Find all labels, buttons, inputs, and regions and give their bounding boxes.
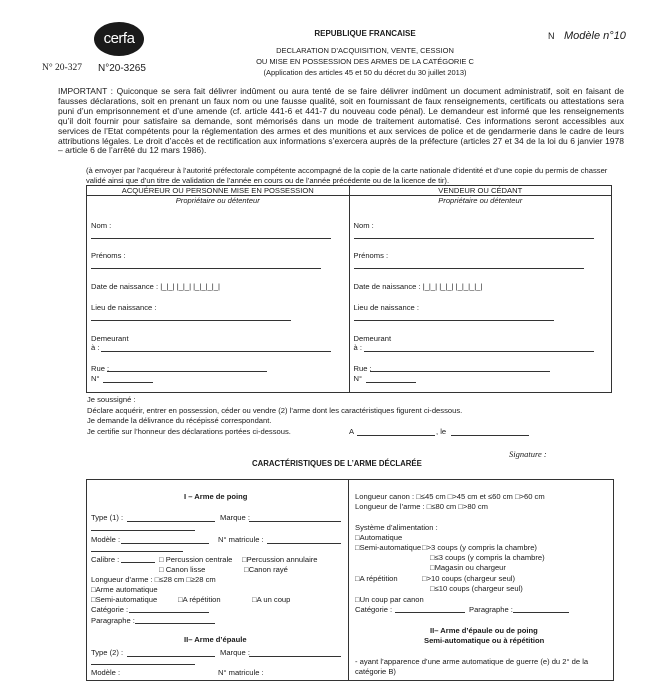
seller-city-field[interactable] — [364, 351, 594, 352]
calibre-label: Calibre : — [91, 555, 120, 564]
model-ref: N — [548, 31, 555, 41]
seller-number-field[interactable] — [366, 382, 416, 383]
characteristics-box — [86, 479, 614, 681]
seller-nom-field[interactable] — [354, 238, 594, 239]
marque2-field[interactable] — [249, 656, 341, 657]
seller-cell — [349, 196, 612, 393]
buyer-prenoms-field[interactable] — [91, 268, 321, 269]
seller-city-label: à : — [353, 343, 362, 352]
buyer-subheader: Propriétaire ou détenteur — [175, 196, 260, 205]
semi-auto-checkbox[interactable]: □Semi-automatique — [91, 595, 158, 604]
buyer-header: ACQUÉREUR OU PERSONNE MISE EN POSSESSION — [87, 186, 350, 196]
seller-prenoms-field[interactable] — [354, 268, 584, 269]
declaration-place-field[interactable] — [357, 435, 435, 436]
section-semiauto-subtitle: Semi-automatique ou à répétition — [424, 636, 545, 645]
type-field[interactable] — [127, 521, 215, 522]
calibre-field[interactable] — [121, 562, 155, 563]
seller-subheader: Propriétaire ou détenteur — [438, 196, 523, 205]
buyer-number-field[interactable] — [103, 382, 153, 383]
repetition-right-checkbox[interactable]: □A répétition — [355, 574, 398, 583]
column-divider — [348, 480, 349, 680]
declaration-date-field[interactable] — [451, 435, 529, 436]
matricule-field[interactable] — [267, 543, 341, 544]
title-line-2: OU MISE EN POSSESSION DES ARMES DE LA CATÉGORIE C — [256, 57, 474, 66]
dix-coups-checkbox[interactable]: □>10 coups (chargeur seul) — [422, 574, 516, 583]
marque2-label: Marque : — [220, 648, 250, 657]
buyer-cell — [87, 196, 350, 393]
declaration-line-4: Je certifie sur l’honneur des déclarations portées ci-dessous. — [87, 426, 291, 436]
buyer-prenoms-label: Prénoms : — [91, 251, 126, 260]
repetition-checkbox[interactable]: □A répétition — [178, 595, 221, 604]
type2-field-extra[interactable] — [91, 664, 195, 665]
canon-lisse-checkbox[interactable]: □ Canon lisse — [159, 565, 206, 574]
apparence-line-2: catégorie B) — [355, 667, 396, 676]
seller-street-field[interactable] — [370, 371, 550, 372]
type-label: Type (1) : — [91, 513, 124, 522]
apparence-line-1: - ayant l’apparence d’une arme automatique de guerre (e) du 2° de la — [355, 657, 589, 666]
section-semiauto-title: II– Arme d’épaule ou de poing — [430, 626, 538, 635]
magasin-checkbox[interactable]: □Magasin ou chargeur — [430, 563, 506, 572]
seller-dob-field[interactable]: Date de naissance : |_|_| |_|_| |_|_|_|_| — [353, 282, 483, 291]
matricule2-label: N° matricule : — [218, 668, 264, 677]
percussion-annulaire-checkbox[interactable]: □Percussion annulaire — [242, 555, 318, 564]
matricule-label: N° matricule : — [218, 535, 264, 544]
declaration-block — [87, 395, 462, 437]
title-line-1: DECLARATION D’ACQUISITION, VENTE, CESSION — [276, 46, 454, 55]
longueur-arme-right-checkboxes[interactable]: Longueur de l’arme : □≤80 cm □>80 cm — [355, 502, 489, 511]
un-coup-canon-checkbox[interactable]: □Un coup par canon — [355, 595, 424, 604]
buyer-demeurant-label: Demeurant — [91, 334, 129, 343]
declaration-line-2: Déclare acquérir, entrer en possession, céder ou vendre (2) l’arme dont les caractéristiques figurent ci-dessous. — [87, 405, 463, 415]
buyer-birthplace-label: Lieu de naissance : — [91, 303, 157, 312]
moins-dix-coups-checkbox[interactable]: □≤10 coups (chargeur seul) — [430, 584, 523, 593]
moins-trois-coups-checkbox[interactable]: □≤3 coups (y compris la chambre) — [430, 553, 545, 562]
modele2-label: Modèle : — [91, 668, 121, 677]
categorie-label: Catégorie : — [91, 605, 129, 614]
cerfa-logo: cerfa — [94, 22, 144, 56]
seller-birthplace-field[interactable] — [354, 320, 554, 321]
section-longgun-title: II– Arme d’épaule — [184, 635, 247, 644]
declaration-line-3: Je demande la délivrance du récépissé correspondant. — [87, 416, 272, 425]
buyer-dob-field[interactable]: Date de naissance : |_|_| |_|_| |_|_|_|_| — [91, 282, 220, 291]
type2-label: Type (2) : — [91, 648, 124, 657]
buyer-city-label: à : — [91, 343, 100, 352]
automatique-checkbox[interactable]: □Automatique — [355, 533, 403, 542]
categorie-right-field[interactable] — [395, 612, 465, 613]
buyer-city-field[interactable] — [101, 351, 331, 352]
seller-header: VENDEUR OU CÉDANT — [349, 186, 612, 196]
cerfa-number: N°20-3265 — [98, 63, 146, 74]
percussion-centrale-checkbox[interactable]: □ Percussion centrale — [159, 555, 233, 564]
sending-note: (à envoyer par l’acquéreur à l’autorité préfectorale compétente accompagné de la copie de la carte nationale d’identité et d’une copie du permis de chasser validé ainsi que d’un titre de validation de l’année en cours ou de l’année précédente ou de la licence de tir). — [86, 166, 608, 185]
buyer-street-label: Rue : — [91, 364, 110, 373]
modele-field[interactable] — [121, 543, 209, 544]
semi-auto-right-checkbox[interactable]: □Semi-automatique — [355, 543, 422, 552]
characteristics-title: CARACTÉRISTIQUES DE L’ARME DÉCLARÉE — [252, 459, 422, 468]
declaration-line-1: Je soussigné : — [87, 395, 136, 404]
buyer-nom-field[interactable] — [91, 238, 331, 239]
seller-street-label: Rue : — [353, 364, 372, 373]
seller-birthplace-label: Lieu de naissance : — [353, 303, 419, 312]
stamp-number: N° 20-327 — [42, 63, 82, 73]
important-notice: IMPORTANT : Quiconque se sera fait délivrer indûment ou aura tenté de se faire délivrer indûment un document administratif, soit en faisant de fausses déclarations, soit en prenant un faux nom ou une fausse qualité, soit en fournissant de faux renseignements, certificats ou attestations sera puni d’un emprisonnement et d’une amende (cf. article 441-6 et 441-7 du nouveau code pénal). Le demandeur est informé que les renseignements qu’il doit fournir pour satisfaire sa demande, sont mémorisés dans un mode de traitement automatisé. Ces informations seront accessibles aux services de l’Etat compétents pour la réglementation des armes et des munitions et aux services de police et de gendarmerie dans le cadre de leurs attributions légales. Le droit d’accès et de rectification aux informations s’exercera auprès de la préfecture (articles 27 et 34 de la loi du 6 janvier 1978 – article 6 de l’arrêté du 12 mars 1986). — [58, 86, 624, 156]
type-field-extra[interactable] — [91, 530, 195, 531]
model-number: Modèle n°10 — [564, 30, 626, 42]
paragraphe-field[interactable] — [135, 623, 215, 624]
paragraphe-right-label: Paragraphe : — [469, 605, 513, 614]
seller-nom-label: Nom : — [353, 221, 374, 230]
republic-label: REPUBLIQUE FRANCAISE — [314, 29, 416, 38]
modele-label: Modèle : — [91, 535, 121, 544]
canon-raye-checkbox[interactable]: □Canon rayé — [244, 565, 288, 574]
un-coup-checkbox[interactable]: □A un coup — [252, 595, 291, 604]
trois-coups-checkbox[interactable]: □>3 coups (y compris la chambre) — [422, 543, 537, 552]
categorie-field[interactable] — [129, 612, 209, 613]
modele-field-extra[interactable] — [91, 551, 183, 552]
declaration-place-label: A — [349, 427, 355, 436]
paragraphe-label: Paragraphe : — [91, 616, 135, 625]
marque-label: Marque : — [220, 513, 250, 522]
signature-label: Signature : — [509, 449, 547, 459]
longueur-arme-checkboxes[interactable]: Longueur d’arme : □≤28 cm □≥28 cm — [91, 575, 216, 584]
paragraphe-right-field[interactable] — [513, 612, 569, 613]
buyer-nom-label: Nom : — [91, 221, 112, 230]
section-handgun-title: I – Arme de poing — [184, 492, 248, 501]
type2-field[interactable] — [127, 656, 215, 657]
parties-table — [86, 185, 612, 393]
seller-prenoms-label: Prénoms : — [353, 251, 389, 260]
seller-demeurant-label: Demeurant — [353, 334, 392, 343]
longueur-canon-checkboxes[interactable]: Longueur canon : □≤45 cm □>45 cm et ≤60 cm □>60 cm — [355, 492, 545, 501]
buyer-street-field[interactable] — [107, 371, 267, 372]
seller-number-label: N° — [353, 374, 363, 383]
declaration-date-label: , le — [436, 427, 447, 436]
buyer-birthplace-field[interactable] — [91, 320, 291, 321]
categorie-right-label: Catégorie : — [355, 605, 393, 614]
form-title-block — [240, 28, 490, 78]
alimentation-label: Système d’alimentation : — [355, 523, 438, 532]
arme-auto-checkbox[interactable]: □Arme automatique — [91, 585, 158, 594]
marque-field[interactable] — [249, 521, 341, 522]
buyer-number-label: N° — [91, 374, 100, 383]
title-line-3: (Application des articles 45 et 50 du décret du 30 juillet 2013) — [263, 68, 467, 77]
